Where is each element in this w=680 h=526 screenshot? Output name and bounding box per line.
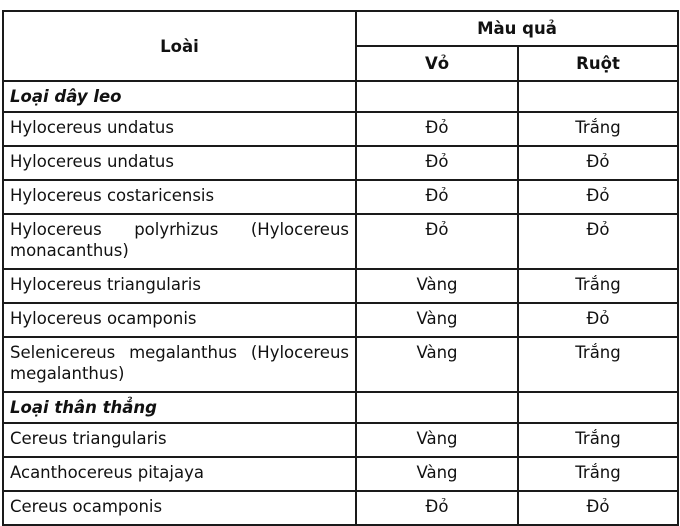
table-row xyxy=(3,491,678,525)
header-row-top xyxy=(3,11,678,46)
species-cell: Hylocereus triangularis xyxy=(3,269,356,303)
flesh-color-cell: Trắng xyxy=(518,112,678,146)
group-label: Loại dây leo xyxy=(3,81,356,112)
flesh-color-cell: Đỏ xyxy=(518,146,678,180)
table-row xyxy=(3,303,678,337)
species-cell: Selenicereus megalanthus (Hylocereus megalanthus) xyxy=(3,337,356,392)
skin-color-cell: Đỏ xyxy=(356,146,518,180)
flesh-color-cell: Đỏ xyxy=(518,491,678,525)
table-row xyxy=(3,337,678,392)
table-row xyxy=(3,457,678,491)
flesh-color-cell: Trắng xyxy=(518,269,678,303)
empty-cell xyxy=(356,392,518,423)
flesh-color-cell: Đỏ xyxy=(518,180,678,214)
skin-color-cell: Vàng xyxy=(356,423,518,457)
table-row xyxy=(3,423,678,457)
species-cell: Cereus ocamponis xyxy=(3,491,356,525)
species-cell: Cereus triangularis xyxy=(3,423,356,457)
table-row xyxy=(3,214,678,269)
fruit-color-table-wrapper xyxy=(2,10,679,526)
empty-cell xyxy=(518,392,678,423)
header-species: Loài xyxy=(3,11,356,81)
skin-color-cell: Vàng xyxy=(356,337,518,392)
species-cell: Hylocereus undatus xyxy=(3,146,356,180)
group-label: Loại thân thẳng xyxy=(3,392,356,423)
flesh-color-cell: Trắng xyxy=(518,457,678,491)
table-row xyxy=(3,112,678,146)
header-flesh: Ruột xyxy=(518,46,678,81)
skin-color-cell: Vàng xyxy=(356,303,518,337)
skin-color-cell: Vàng xyxy=(356,269,518,303)
flesh-color-cell: Đỏ xyxy=(518,214,678,269)
skin-color-cell: Đỏ xyxy=(356,491,518,525)
skin-color-cell: Đỏ xyxy=(356,180,518,214)
skin-color-cell: Đỏ xyxy=(356,112,518,146)
header-skin: Vỏ xyxy=(356,46,518,81)
group-row-upright xyxy=(3,392,678,423)
flesh-color-cell: Trắng xyxy=(518,423,678,457)
skin-color-cell: Vàng xyxy=(356,457,518,491)
empty-cell xyxy=(518,81,678,112)
flesh-color-cell: Trắng xyxy=(518,337,678,392)
species-cell: Hylocereus undatus xyxy=(3,112,356,146)
table-row xyxy=(3,146,678,180)
table-row xyxy=(3,180,678,214)
flesh-color-cell: Đỏ xyxy=(518,303,678,337)
fruit-color-table xyxy=(2,10,679,526)
species-cell: Hylocereus costaricensis xyxy=(3,180,356,214)
species-cell: Hylocereus ocamponis xyxy=(3,303,356,337)
table-row xyxy=(3,269,678,303)
header-fruit-color: Màu quả xyxy=(356,11,678,46)
species-cell: Hylocereus polyrhizus (Hylocereus monacanthus) xyxy=(3,214,356,269)
empty-cell xyxy=(356,81,518,112)
group-row-climbing xyxy=(3,81,678,112)
species-cell: Acanthocereus pitajaya xyxy=(3,457,356,491)
skin-color-cell: Đỏ xyxy=(356,214,518,269)
